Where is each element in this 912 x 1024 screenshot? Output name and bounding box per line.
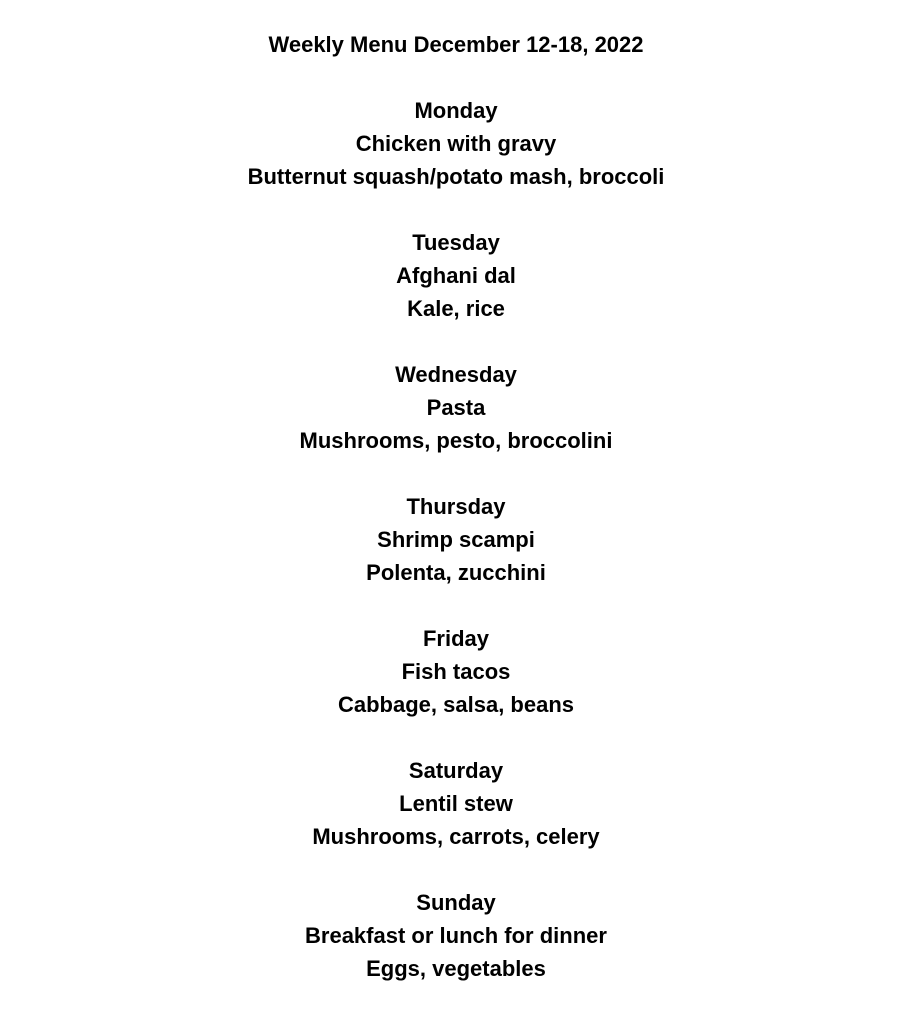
page-title: Weekly Menu December 12-18, 2022 <box>268 32 644 57</box>
day-thursday <box>0 490 912 589</box>
main-dish: Lentil stew <box>399 791 513 816</box>
day-sunday <box>0 886 912 985</box>
side-dishes: Kale, rice <box>407 296 505 321</box>
day-name: Tuesday <box>412 230 500 255</box>
side-dishes: Eggs, vegetables <box>366 956 546 981</box>
main-dish: Pasta <box>426 395 486 420</box>
main-dish: Afghani dal <box>396 263 516 288</box>
day-friday <box>0 622 912 721</box>
day-tuesday <box>0 226 912 325</box>
main-dish: Chicken with gravy <box>355 131 557 156</box>
side-dishes: Polenta, zucchini <box>366 560 546 585</box>
day-name: Monday <box>414 98 498 123</box>
day-name: Wednesday <box>395 362 517 387</box>
day-wednesday <box>0 358 912 457</box>
day-name: Friday <box>422 626 490 651</box>
day-monday <box>0 94 912 193</box>
main-dish: Breakfast or lunch for dinner <box>305 923 607 948</box>
side-dishes: Butternut squash/potato mash, broccoli <box>247 164 665 189</box>
main-dish: Fish tacos <box>401 659 511 684</box>
side-dishes: Mushrooms, pesto, broccolini <box>299 428 613 453</box>
day-name: Thursday <box>406 494 506 519</box>
day-saturday <box>0 754 912 853</box>
side-dishes: Cabbage, salsa, beans <box>338 692 574 717</box>
side-dishes: Mushrooms, carrots, celery <box>312 824 600 849</box>
day-name: Saturday <box>408 758 504 783</box>
main-dish: Shrimp scampi <box>377 527 535 552</box>
day-name: Sunday <box>416 890 496 915</box>
